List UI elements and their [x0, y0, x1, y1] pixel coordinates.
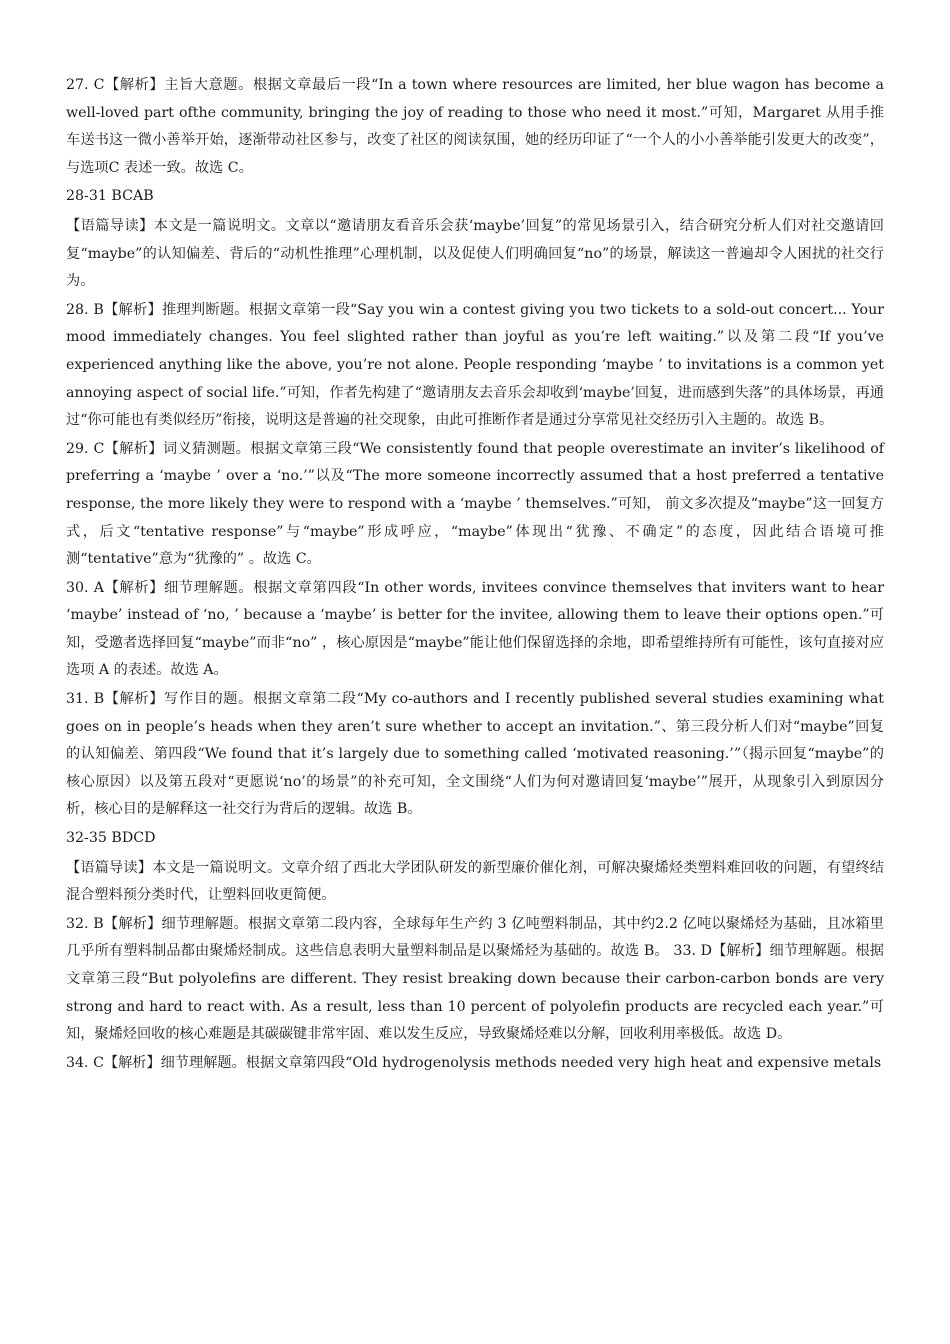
answer-explanation-32-33: 32. B【解析】细节理解题。根据文章第二段内容，全球每年生产约 3 亿吨塑料制品，其中约2.2 亿吨以聚烯烃为基础，且冰箱里几乎所有塑料制品都由聚烯烃制成。这些信息表明大量塑料制品是以聚烯烃为基础的。故选 B。 33. D【解析】细节理解题。根据文章第三段“But polyolefins are different. They resist breaking down because their carbon-carbon bonds are very strong and hard to react with. As a result, less than 10 percent of polyolefin products are recycled each year.”可知，聚烯烃回收的核心难题是其碳碳键非常牢固、难以发生反应，导致聚烯烃难以分解，回收利用率极低。故选 D。 — [66, 915, 884, 1043]
answer-explanation-29: 29. C【解析】词义猜测题。根据文章第三段“We consistently found that people overestimate an inviter’s likelihood of preferring a ‘maybe ’ over a ‘no.’”以及“The more someone incorrectly assumed that a host preferred a tentative response, the more likely they were to respond with a ‘maybe ’ themselves.”可知， 前文多次提及“maybe”这一回复方式，后文“tentative response”与“maybe”形成呼应，“maybe”体现出“犹豫、不确定”的态度，因此结合语境可推测“tentative”意为“犹豫的” 。故选 C。 — [66, 440, 884, 568]
answer-key-28-31: 28-31 BCAB — [66, 188, 154, 205]
answer-explanation-28: 28. B【解析】推理判断题。根据文章第一段“Say you win a contest giving you two tickets to a sold-out concert... Your mood immediately changes. You feel slighted rather than joyful as you’re left waiting.”以及第二段“If you’ve experienced anything like the above, you’re not alone. People responding ‘maybe ’ to invitations is a common yet annoying aspect of social life.”可知，作者先构建了“邀请朋友去音乐会却收到‘maybe’回复，进而感到失落”的具体场景，再通过“你可能也有类似经历”衔接，说明这是普遍的社交现象，由此可推断作者是通过分享常见社交经历引入主题的。故选 B。 — [66, 301, 884, 429]
answer-explanation-30: 30. A【解析】细节理解题。根据文章第四段“In other words, invitees convince themselves that inviters want to hear ‘maybe’ instead of ‘no, ’ because a ‘maybe’ is better for the invitee, allowing them to leave their options open.”可知，受邀者选择回复“maybe”而非“no” ，核心原因是“maybe”能让他们保留选择的余地，即希望维持所有可能性，该句直接对应选项 A 的表述。故选 A。 — [66, 579, 884, 679]
passage-guide-c: 【语篇导读】本文是一篇说明文。文章介绍了西北大学团队研发的新型廉价催化剂，可解决聚烯烃类塑料难回收的问题，有望终结混合塑料预分类时代，让塑料回收更简便。 — [66, 859, 884, 904]
answer-explanation-27: 27. C【解析】主旨大意题。根据文章最后一段“In a town where resources are limited, her blue wagon has become a well-loved part ofthe community, bringing the joy of reading to those who need it most.”可知，Margaret 从用手推车送书这一微小善举开始，逐渐带动社区参与，改变了社区的阅读氛围，她的经历印证了“一个人的小小善举能引发更大的改变”，与选项C 表述一致。故选 C。 — [66, 77, 884, 176]
answer-key-32-35: 32-35 BDCD — [66, 830, 156, 847]
answer-explanation-34: 34. C【解析】细节理解题。根据文章第四段“Old hydrogenolysis methods needed very high heat and expensive metals — [66, 1054, 882, 1071]
answer-explanation-31: 31. B【解析】写作目的题。根据文章第二段“My co-authors and I recently published several studies examining what goes on in people’s heads when they aren’t sure whether to accept an invitation.”、第三段分析人们对“maybe”回复的认知偏差、第四段“We found that it’s largely due to something called ‘motivated reasoning.’”（揭示回复“maybe”的核心原因）以及第五段对“更愿说‘no’的场景”的补充可知，全文围绕“人们为何对邀请回复‘maybe’”展开，从现象引入到原因分析，核心目的是解释这一社交行为背后的逻辑。故选 B。 — [66, 691, 884, 818]
document-page — [66, 72, 884, 1078]
passage-guide-b: 【语篇导读】本文是一篇说明文。文章以“邀请朋友看音乐会获‘maybe’回复”的常见场景引入，结合研究分析人们对社交邀请回复“maybe”的认知偏差、背后的“动机性推理”心理机制，以及促使人们明确回复“no”的场景，解读这一普遍却令人困扰的社交行为。 — [66, 217, 884, 290]
